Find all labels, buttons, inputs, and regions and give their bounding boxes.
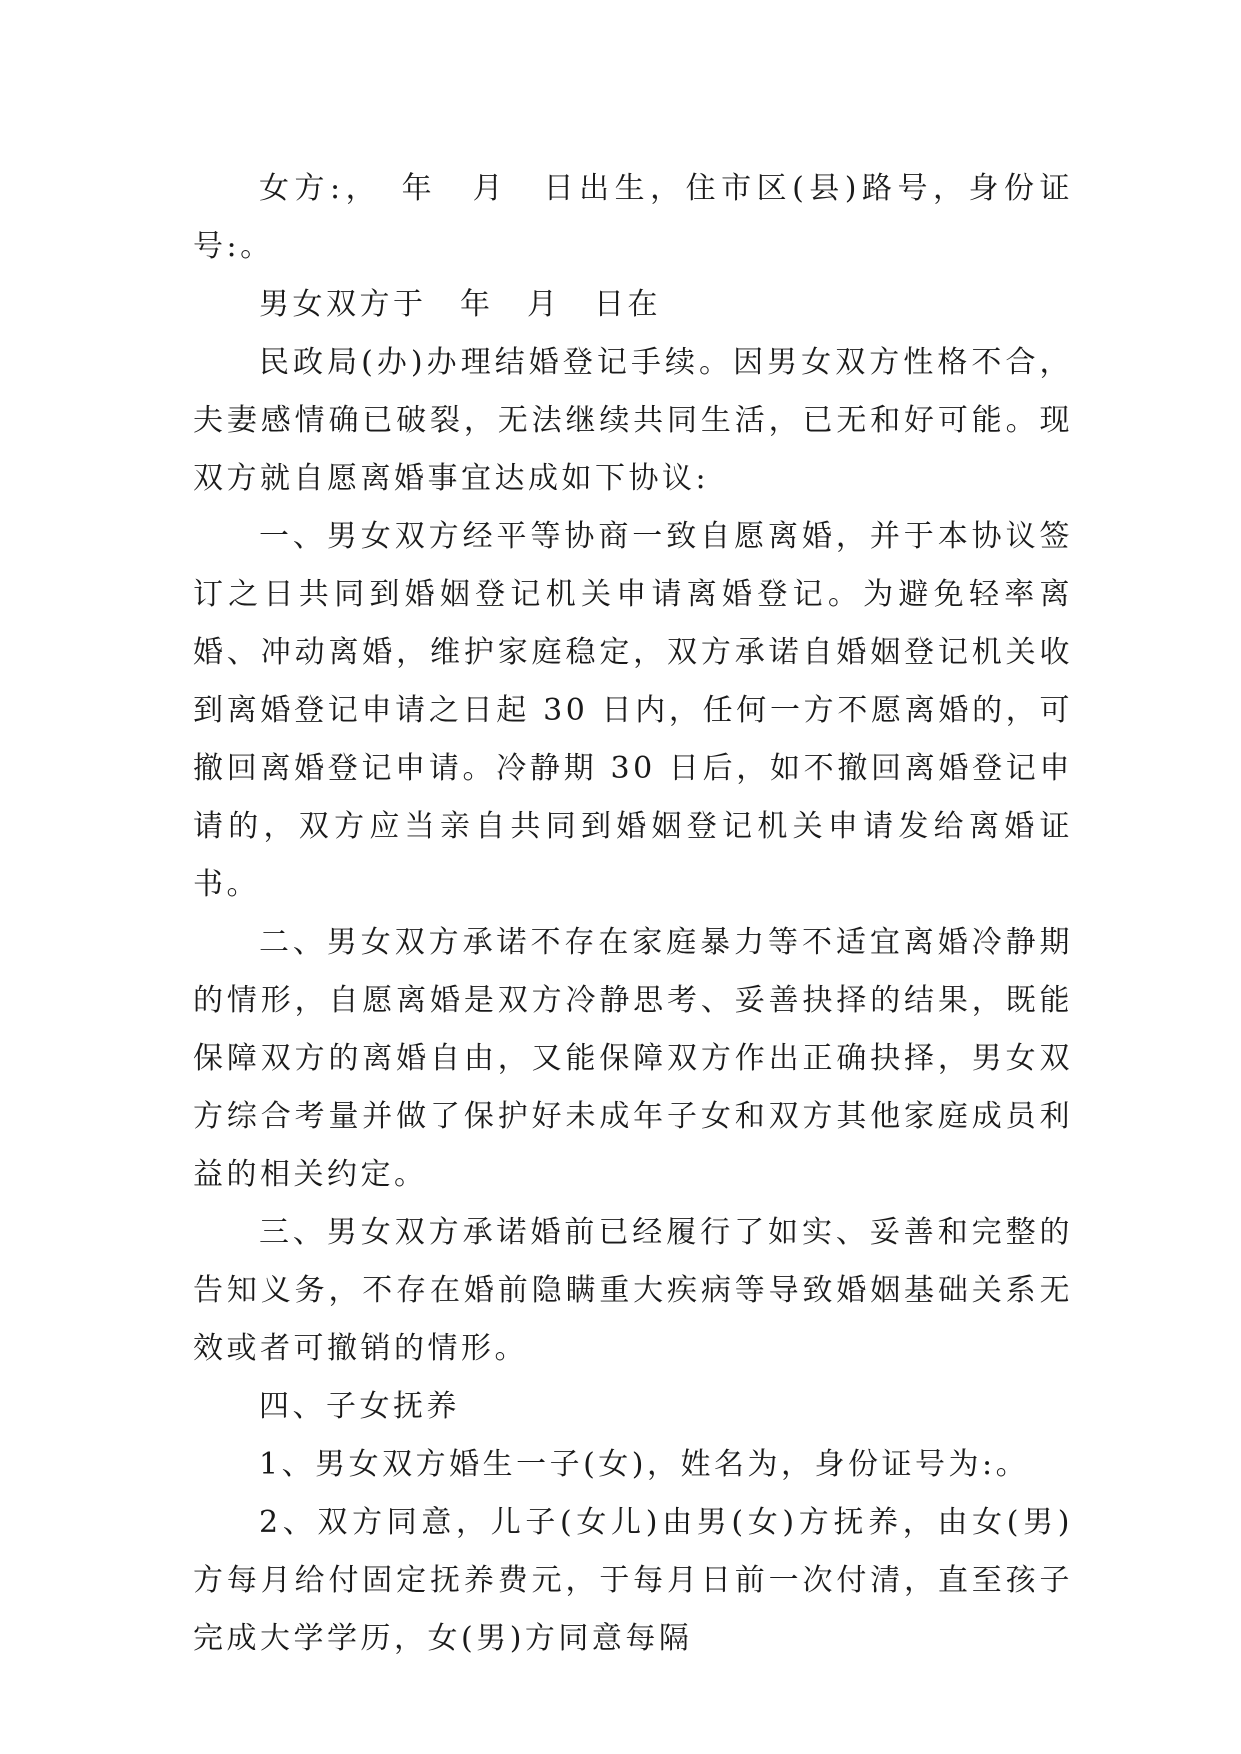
paragraph-child-support: 2、双方同意，儿子(女儿)由男(女)方抚养，由女(男)方每月给付固定抚养费元，于每月日前一次付清，直至孩子完成大学学历，女(男)方同意每隔 [193,1505,1073,1656]
paragraph-clause-2: 二、男女双方承诺不存在家庭暴力等不适宜离婚冷静期的情形，自愿离婚是双方冷静思考、妥善抉择的结果，既能保障双方的离婚自由，又能保障双方作出正确抉择，男女双方综合考量并做了保护好未成年子女和双方其他家庭成员利益的相关约定。 [193,925,1073,1192]
paragraph-child-info: 1、男女双方婚生一子(女)，姓名为，身份证号为:。 [259,1447,1030,1482]
paragraph-female-party: 女方:， 年 月 日出生，住市区(县)路号，身份证号:。 [193,171,1073,264]
paragraph-marriage-date: 男女双方于 年 月 日在 [259,287,661,322]
paragraph-clause-1: 一、男女双方经平等协商一致自愿离婚，并于本协议签订之日共同到婚姻登记机关申请离婚登记。为避免轻率离婚、冲动离婚，维护家庭稳定，双方承诺自婚姻登记机关收到离婚登记申请之日起 30 日内，任何一方不愿离婚的，可撤回离婚登记申请。冷静期 30 日后，如不撤回离婚登记申请的，双方应当亲自共同到婚姻登记机关申请发给离婚证书。 [193,519,1073,902]
paragraph-clause-3: 三、男女双方承诺婚前已经履行了如实、妥善和完整的告知义务，不存在婚前隐瞒重大疾病等导致婚姻基础关系无效或者可撤销的情形。 [193,1215,1073,1366]
section-heading-child-custody: 四、子女抚养 [259,1389,460,1424]
document-body [193,160,1073,1668]
paragraph-registration: 民政局(办)办理结婚登记手续。因男女双方性格不合，夫妻感情确已破裂，无法继续共同生活，已无和好可能。现双方就自愿离婚事宜达成如下协议: [193,345,1073,496]
